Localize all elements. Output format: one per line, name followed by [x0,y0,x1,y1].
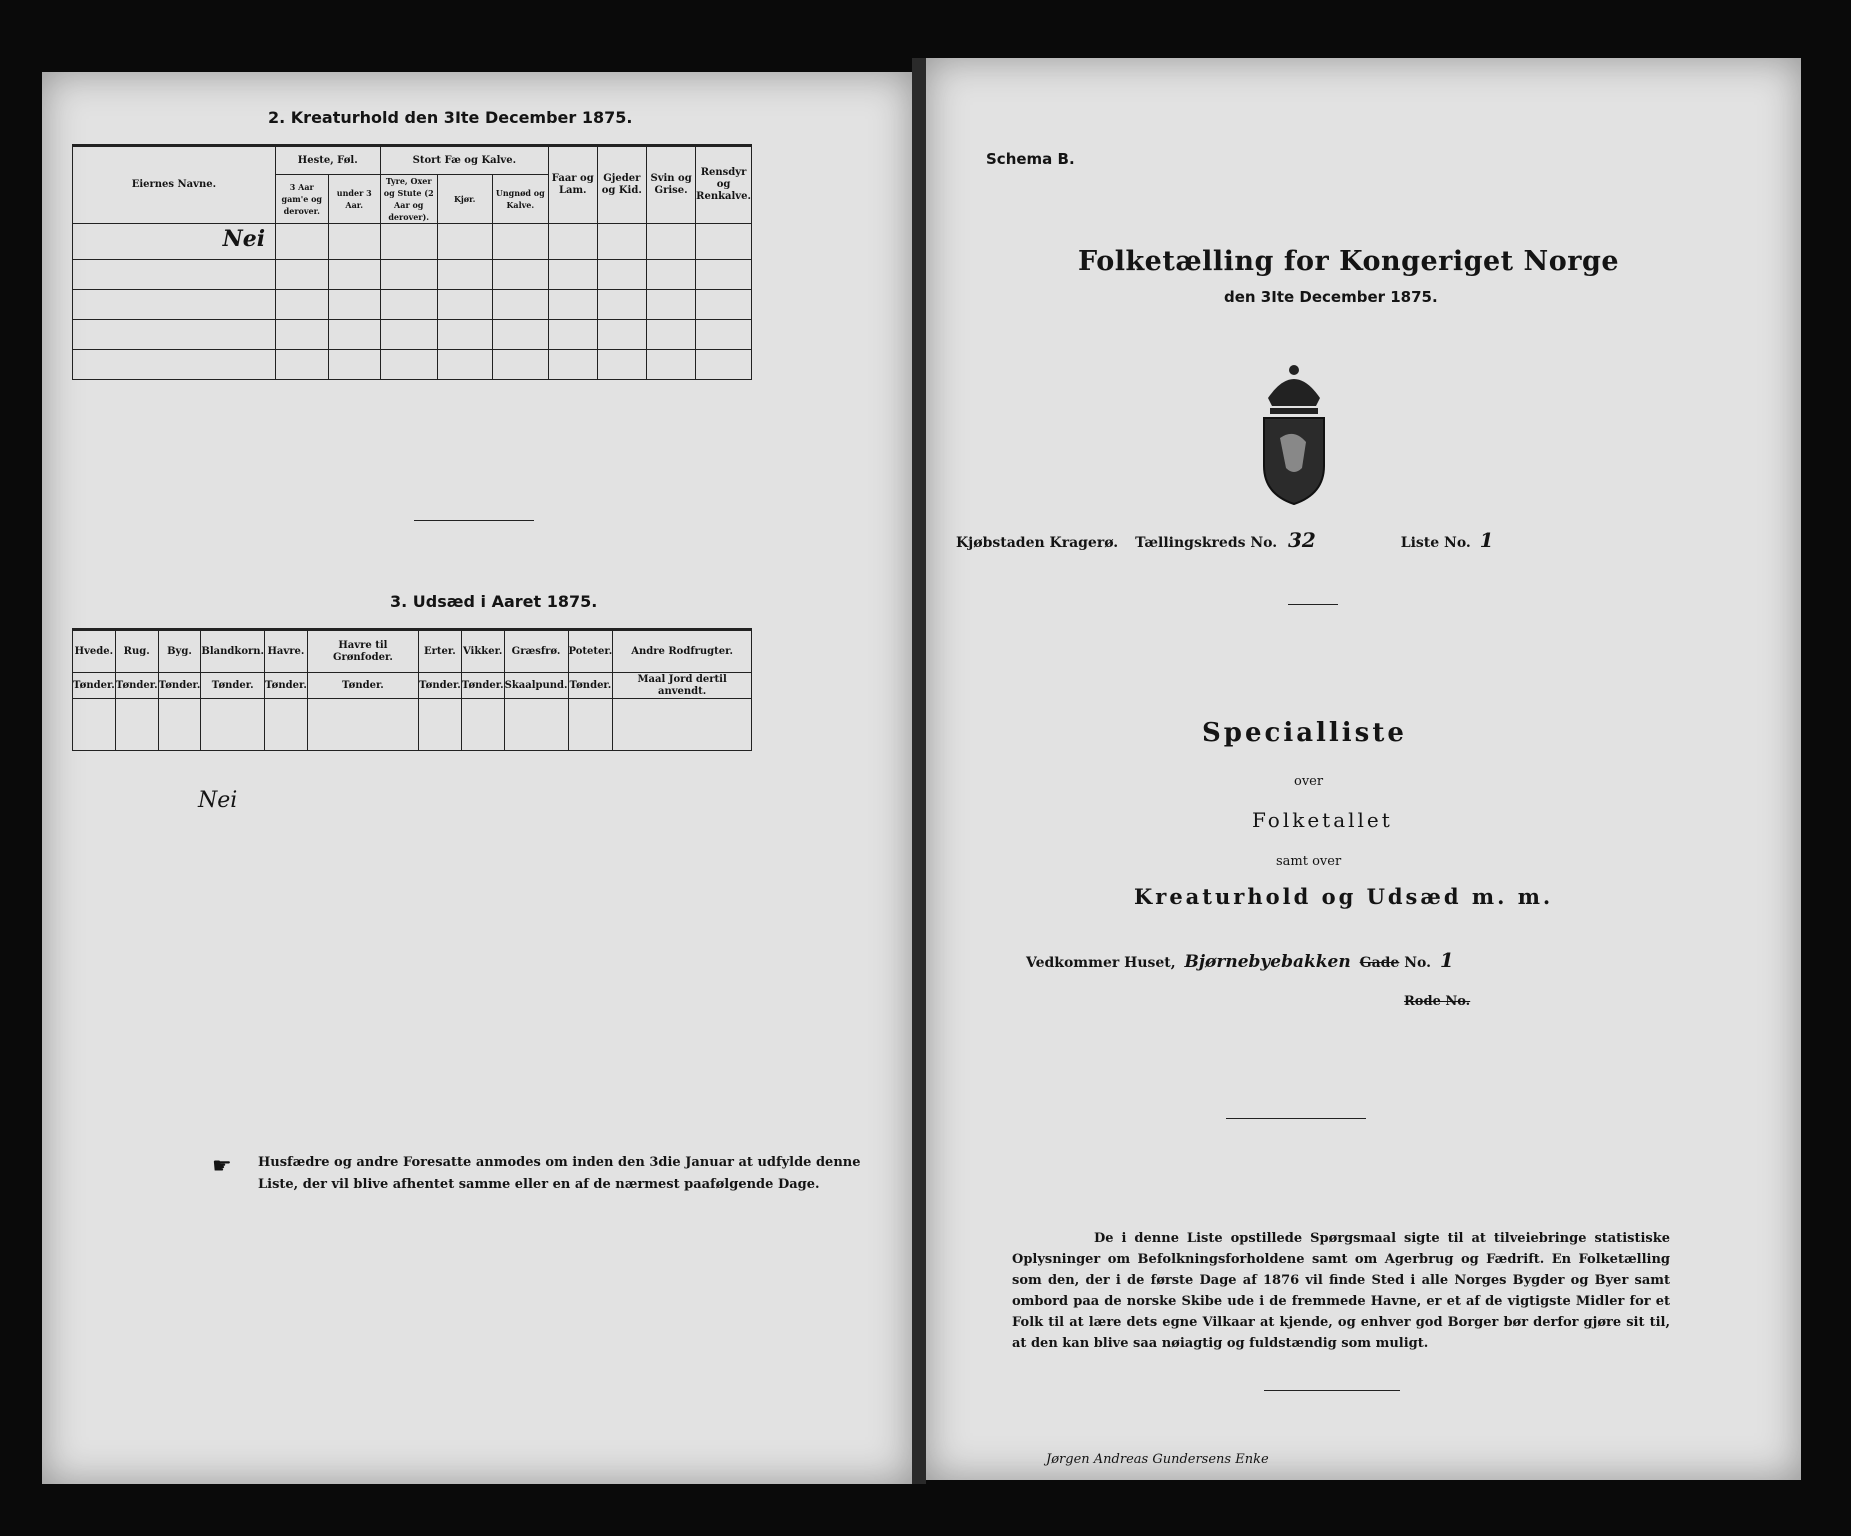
schema-label: Schema B. [986,150,1075,168]
seed-col-unit: Maal Jord dertil anvendt. [613,673,752,699]
col-pigs: Svin og Grise. [647,147,696,224]
folketallet-title: Folketallet [1252,808,1393,832]
seed-col-name: Erter. [419,631,462,673]
seed-col-unit: Tønder. [265,673,308,699]
seed-col-unit: Tønder. [158,673,201,699]
seed-col-unit: Tønder. [419,673,462,699]
kreaturhold-title: Kreaturhold og Udsæd m. m. [1134,884,1554,909]
kreds-label: Tællingskreds No. [1135,535,1278,551]
seed-col-unit: Tønder. [201,673,265,699]
liste-value: 1 [1479,528,1494,552]
col-bulls: Tyre, Oxer og Stute (2 Aar og derover). [380,175,437,224]
seeding-table [72,630,752,751]
seed-col-name: Rug. [115,631,158,673]
col-horses: Heste, Føl. [275,147,380,175]
seed-col-name: Byg. [158,631,201,673]
info-paragraph: De i denne Liste opstillede Spørgsmaal sigte til at tilveiebringe statistiske Oplysninger om Befolkningsforholdene samt om Agerbrug og Fædrift. En Folketælling som den, der i de første Dage af 1876 vil finde Sted i alle Norges Bygder og Byer samt ombord paa de norske Skibe ude i de fremmede Havne, er et af de vigtigste Midler for et Folk til at lære dets egne Vilkaar at kjende, og enhver god Borger bør derfor gjøre sit til, at den kan blive saa nøiagtig og fuldstændig som muligt. [1012,1231,1670,1351]
col-cows: Kjør. [437,175,492,224]
house-name: Bjørnebyebakken [1184,952,1351,972]
col-sheep: Faar og Lam. [549,147,597,224]
section2-title: 2. Kreaturhold den 3Ite December 1875. [268,108,633,127]
seed-col-unit: Tønder. [568,673,613,699]
notice-text: Husfædre og andre Foresatte anmodes om inden den 3die Januar at udfylde denne Liste, der vil blive afhentet samme eller en af de nærmest paafølgende Dage. [258,1155,861,1192]
col-owner: Eiernes Navne. [73,147,276,224]
seed-col-unit: Tønder. [461,673,504,699]
divider-short [414,520,534,521]
rode-label: Rode No. [1404,994,1471,1009]
seed-col-name: Blandkorn. [201,631,265,673]
seeding-nei: Nei [198,788,238,813]
samt-over: samt over [1276,854,1342,869]
main-title: Folketælling for Kongeriget Norge [1078,246,1620,277]
right-page [926,58,1801,1480]
seed-col-name: Græsfrø. [504,631,568,673]
livestock-nei: Nei [222,226,266,252]
col-calves: Ungnød og Kalve. [492,175,548,224]
vedkommer-label: Vedkommer Huset, [1026,955,1176,971]
seed-col-unit: Tønder. [115,673,158,699]
seed-col-name: Havre. [265,631,308,673]
seed-col-name: Hvede. [73,631,116,673]
seed-col-name: Poteter. [568,631,613,673]
section3-title: 3. Udsæd i Aaret 1875. [390,592,598,611]
seed-col-unit: Skaalpund. [504,673,568,699]
specialliste-title: Specialliste [1202,718,1407,748]
seed-col-unit: Tønder. [307,673,418,699]
seed-col-name: Havre til Grønfoder. [307,631,418,673]
signature: Jørgen Andreas Gundersens Enke [1046,1452,1269,1467]
house-no: 1 [1439,948,1454,972]
col-horses-3yr: 3 Aar gam'e og derover. [275,175,328,224]
seed-col-unit: Tønder. [73,673,116,699]
book-gutter [912,58,926,1484]
kreds-value: 32 [1288,528,1316,552]
col-reindeer: Rensdyr og Renkalve. [696,147,752,224]
seed-col-name: Andre Rodfrugter. [613,631,752,673]
census-date: den 3Ite December 1875. [1224,288,1438,306]
location-line [956,528,1596,552]
livestock-table [72,146,752,380]
gade-label: Gade [1359,955,1400,971]
col-cattle: Stort Fæ og Kalve. [380,147,548,175]
col-horses-under3: under 3 Aar. [328,175,380,224]
divider-3 [1264,1390,1400,1391]
coat-of-arms-icon [1246,358,1342,508]
kjobstaden-label: Kjøbstaden Kragerø. [956,535,1119,551]
seed-col-name: Vikker. [461,631,504,673]
divider-1 [1288,604,1338,605]
pointing-hand-icon: ☛ [212,1154,232,1179]
owner-cell [73,224,276,260]
divider-2 [1226,1118,1366,1119]
no-label: No. [1404,955,1431,971]
col-goats: Gjeder og Kid. [597,147,647,224]
over-1: over [1294,774,1324,789]
house-line [1026,948,1626,972]
liste-label: Liste No. [1400,535,1471,551]
left-page [42,72,912,1484]
